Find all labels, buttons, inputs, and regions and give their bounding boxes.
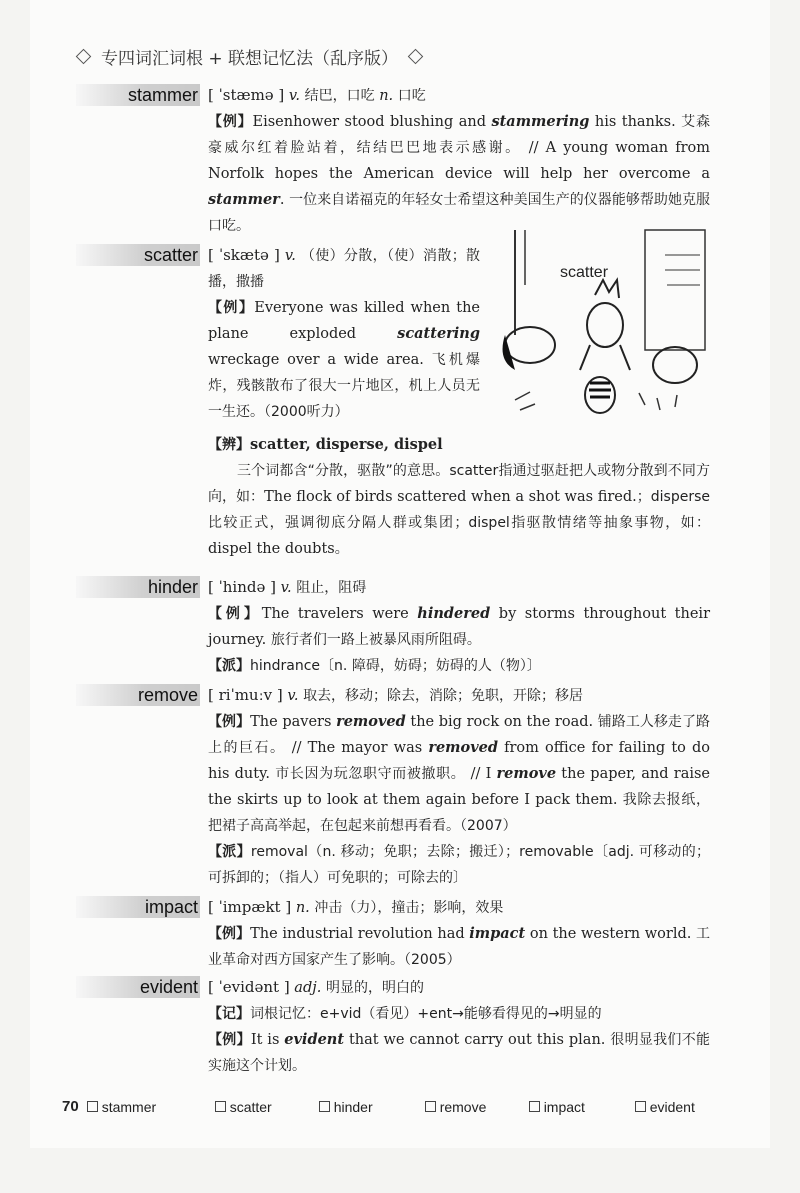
footer-word: remove (439, 1098, 487, 1115)
example-text: // A young woman from Norfolk hopes the American device will help her overcome a (208, 140, 710, 182)
usage-title (208, 432, 710, 458)
keyword: stammer (208, 191, 280, 208)
example-text: // The mayor was (285, 740, 429, 756)
translation: 飞机爆炸，残骸散布了很大一片地区，机上人员无一生还。 (208, 352, 480, 420)
definition-line (208, 974, 710, 1001)
pronunciation: [ riˈmuːv ] (208, 686, 283, 704)
translation: 很明显我们不能实施这个计划。 (208, 1032, 710, 1074)
example-text: by storms throughout their journey. (208, 606, 710, 648)
derivative-text: hindrance〔n. 障碍，妨碍；妨碍的人（物）〕 (250, 658, 541, 674)
usage-tag: 【辨】 (208, 437, 250, 453)
part-of-speech: v. (287, 688, 299, 704)
example-text: The travelers were (261, 606, 418, 622)
memory-text: 词根记忆：e+vid（看见）+ent→能够看得见的→明显的 (250, 1006, 602, 1022)
part-of-speech: adj. (294, 980, 322, 996)
headword-remove: remove (76, 684, 200, 706)
usage-text: 。 (334, 541, 349, 557)
example-text: It is (250, 1032, 285, 1048)
pronunciation: [ ˈimpækt ] (208, 898, 292, 916)
footer-word: stammer (101, 1098, 157, 1115)
translation: 工业革命对西方国家产生了影响。 (208, 926, 711, 968)
footer-checkbox-item[interactable] (215, 1098, 319, 1115)
example-text: on the western world. (525, 926, 697, 942)
example-tag: 【例】 (208, 300, 255, 316)
definition-line (208, 242, 480, 295)
footer-checkbox-item[interactable] (87, 1098, 215, 1115)
headword-hinder: hinder (76, 576, 200, 598)
part-of-speech: n. (295, 900, 310, 916)
example-text: his thanks. (589, 114, 682, 130)
footer-checkbox-item[interactable] (425, 1098, 529, 1115)
usage-text: ；disperse比较正式，强调彻底分隔人群或集团；dispel指驱散情绪等抽象事物，如： (208, 489, 710, 531)
pronunciation: [ ˈevidənt ] (208, 978, 290, 996)
example (208, 709, 710, 839)
keyword: evident (284, 1031, 345, 1048)
checkbox-icon[interactable] (635, 1101, 646, 1112)
keyword: stammering (491, 113, 590, 130)
diamond-icon (76, 49, 92, 65)
source-note: （2000听力） (264, 404, 349, 420)
footer-word: evident (649, 1098, 695, 1115)
pronunciation: [ ˈhində ] (208, 578, 276, 596)
part-of-speech: v. (280, 580, 292, 596)
example-text: that we cannot carry out this plan. (344, 1032, 611, 1048)
page-number: 70 (62, 1098, 79, 1115)
usage-example: dispel the doubts (208, 541, 335, 557)
footer-word: scatter (229, 1098, 272, 1115)
definition: 取去，移动；除去，消除；免职，开除；移居 (303, 688, 584, 704)
example (208, 295, 480, 425)
definition-line (208, 574, 710, 601)
definition: 阻止，阻碍 (296, 580, 367, 596)
usage-body (208, 458, 710, 562)
scatter-illustration (495, 225, 710, 425)
part-of-speech: v. (284, 248, 296, 264)
headword-stammer: stammer (76, 84, 200, 106)
derivative (208, 839, 710, 891)
definition-line (208, 894, 710, 921)
example-text: Everyone was killed when the plane exploded (208, 300, 480, 342)
derivative-tag: 【派】 (208, 844, 251, 860)
headword-impact: impact (76, 896, 200, 918)
example (208, 1027, 710, 1079)
derivative (208, 653, 710, 679)
headword-evident: evident (76, 976, 200, 998)
checkbox-icon[interactable] (425, 1101, 436, 1112)
keyword: hindered (417, 605, 491, 622)
example-tag: 【例】 (208, 114, 253, 130)
headword-scatter: scatter (76, 244, 200, 266)
example (208, 601, 710, 653)
example-tag: 【例】 (208, 1032, 251, 1048)
page-footer (62, 1098, 695, 1115)
footer-word: impact (543, 1098, 585, 1115)
translation: 一位来自诺福克的年轻女士希望这种美国生产的仪器能够帮助她克服口吃。 (208, 192, 711, 234)
example-tag: 【例】 (208, 926, 251, 942)
usage-words: scatter, disperse, dispel (250, 436, 443, 453)
derivative-text: removal（n. 移动；免职；去除；搬迁）；removable〔adj. 可移动的；可拆卸的；（指人）可免职的；可除去的〕 (208, 844, 710, 886)
example-text: wreckage over a wide area. (208, 352, 432, 368)
usage-note (208, 432, 710, 562)
example-text: . (279, 192, 290, 208)
definition: 冲击（力），撞击；影响，效果 (314, 900, 504, 916)
header-title: 专四词汇词根 + 联想记忆法（乱序版） (101, 49, 399, 69)
keyword: removed (336, 713, 406, 730)
part-of-speech: v. (288, 88, 300, 104)
translation: 市长因为玩忽职守而被撤职。 (275, 766, 466, 782)
footer-checkbox-item[interactable] (319, 1098, 425, 1115)
entry-evident (208, 974, 710, 1079)
example-tag: 【例】 (208, 606, 262, 622)
example-text: The pavers (250, 714, 337, 730)
checkbox-icon[interactable] (529, 1101, 540, 1112)
translation: 铺路工人移走了路上的巨石。 (208, 714, 711, 756)
example-text: the big rock on the road. (405, 714, 598, 730)
entry-stammer (208, 82, 710, 239)
footer-checkbox-item[interactable] (529, 1098, 635, 1115)
translation: 旅行者们一路上被暴风雨所阻碍。 (270, 632, 481, 648)
keyword: remove (496, 765, 557, 782)
source-note: （2005） (404, 952, 461, 968)
example-text: from office for failing to do his duty. (208, 740, 711, 782)
definition: 口吃 (397, 88, 426, 104)
example (208, 109, 710, 239)
definition-line (208, 682, 710, 709)
checkbox-icon[interactable] (319, 1101, 330, 1112)
keyword: removed (428, 739, 498, 756)
keyword: scattering (397, 325, 480, 342)
footer-checkbox-item[interactable] (635, 1098, 695, 1115)
diamond-icon (408, 49, 424, 65)
definition: （使）分散，（使）消散；散播，撒播 (208, 248, 481, 290)
running-header (74, 44, 425, 69)
translation: 艾森豪威尔红着脸站着，结结巴巴地表示感谢。 (208, 114, 711, 156)
example-text: // I (465, 766, 497, 782)
entry-remove (208, 682, 710, 891)
entry-impact (208, 894, 710, 973)
usage-text: 三个词都含“分散，驱散”的意思。scatter指通过驱赶把人或物分散到不同方向，如： (208, 463, 710, 505)
definition: 结巴，口吃 (304, 88, 375, 104)
translation: 我除去报纸，把裙子高高举起，在包起来前想再看看。 (208, 792, 710, 834)
entry-scatter (208, 242, 480, 425)
example-text: The industrial revolution had (250, 926, 470, 942)
example-text: Eisenhower stood blushing and (252, 114, 492, 130)
example (208, 921, 710, 973)
definition: 明显的，明白的 (325, 980, 424, 996)
keyword: impact (469, 925, 526, 942)
definition-line (208, 82, 710, 109)
footer-word: hinder (333, 1098, 373, 1115)
checkbox-icon[interactable] (87, 1101, 98, 1112)
source-note: （2007） (460, 818, 517, 834)
part-of-speech: n. (379, 88, 394, 104)
usage-example: The flock of birds scattered when a shot was fired. (264, 489, 637, 505)
pronunciation: [ ˈskætə ] (208, 246, 280, 264)
illustration-label: scatter (560, 264, 609, 281)
pronunciation: [ ˈstæmə ] (208, 86, 285, 104)
example-tag: 【例】 (208, 714, 251, 730)
memory-tag: 【记】 (208, 1006, 250, 1022)
checkbox-icon[interactable] (215, 1101, 226, 1112)
memory-note (208, 1001, 710, 1027)
example-text: the paper, and raise the skirts up to look at them again before I pack them. (208, 766, 710, 808)
entry-hinder (208, 574, 710, 679)
derivative-tag: 【派】 (208, 658, 250, 674)
